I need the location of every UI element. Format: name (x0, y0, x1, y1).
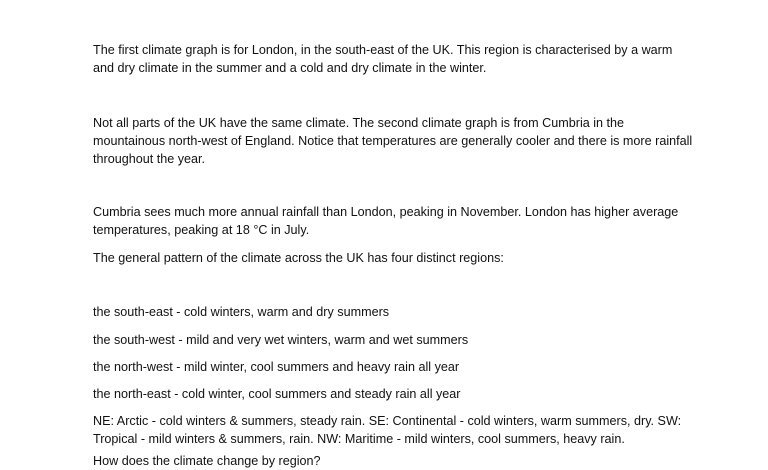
paragraph-cumbria: Not all parts of the UK have the same climate. The second climate graph is from Cumbria in the mountainous north-west of England. Notice that temperatures are generally cooler and there is more rainfall throughout the year. (93, 116, 693, 166)
region-south-east: the south-east - cold winters, warm and dry summers (93, 305, 390, 319)
region-south-west: the south-west - mild and very wet winters, warm and wet summers (93, 333, 469, 347)
paragraph-london: The first climate graph is for London, in the south-east of the UK. This region is characterised by a warm and dry climate in the summer and a cold and dry climate in the winter. (93, 43, 673, 75)
paragraph-question: How does the climate change by region? (93, 454, 321, 468)
paragraph-regions-intro: The general pattern of the climate across the UK has four distinct regions: (93, 251, 504, 265)
paragraph-comparison: Cumbria sees much more annual rainfall than London, peaking in November. London has higher average temperatures, peaking at 18 °C in July. (93, 205, 679, 237)
paragraph-regions-summary: NE: Arctic - cold winters & summers, steady rain. SE: Continental - cold winters, warm summers, dry. SW: Tropical - mild winters & summers, rain. NW: Maritime - mild winters, cool summers, heavy rain. (93, 414, 682, 446)
region-north-east: the north-east - cold winter, cool summers and steady rain all year (93, 387, 461, 401)
region-north-west: the north-west - mild winter, cool summers and heavy rain all year (93, 360, 460, 374)
